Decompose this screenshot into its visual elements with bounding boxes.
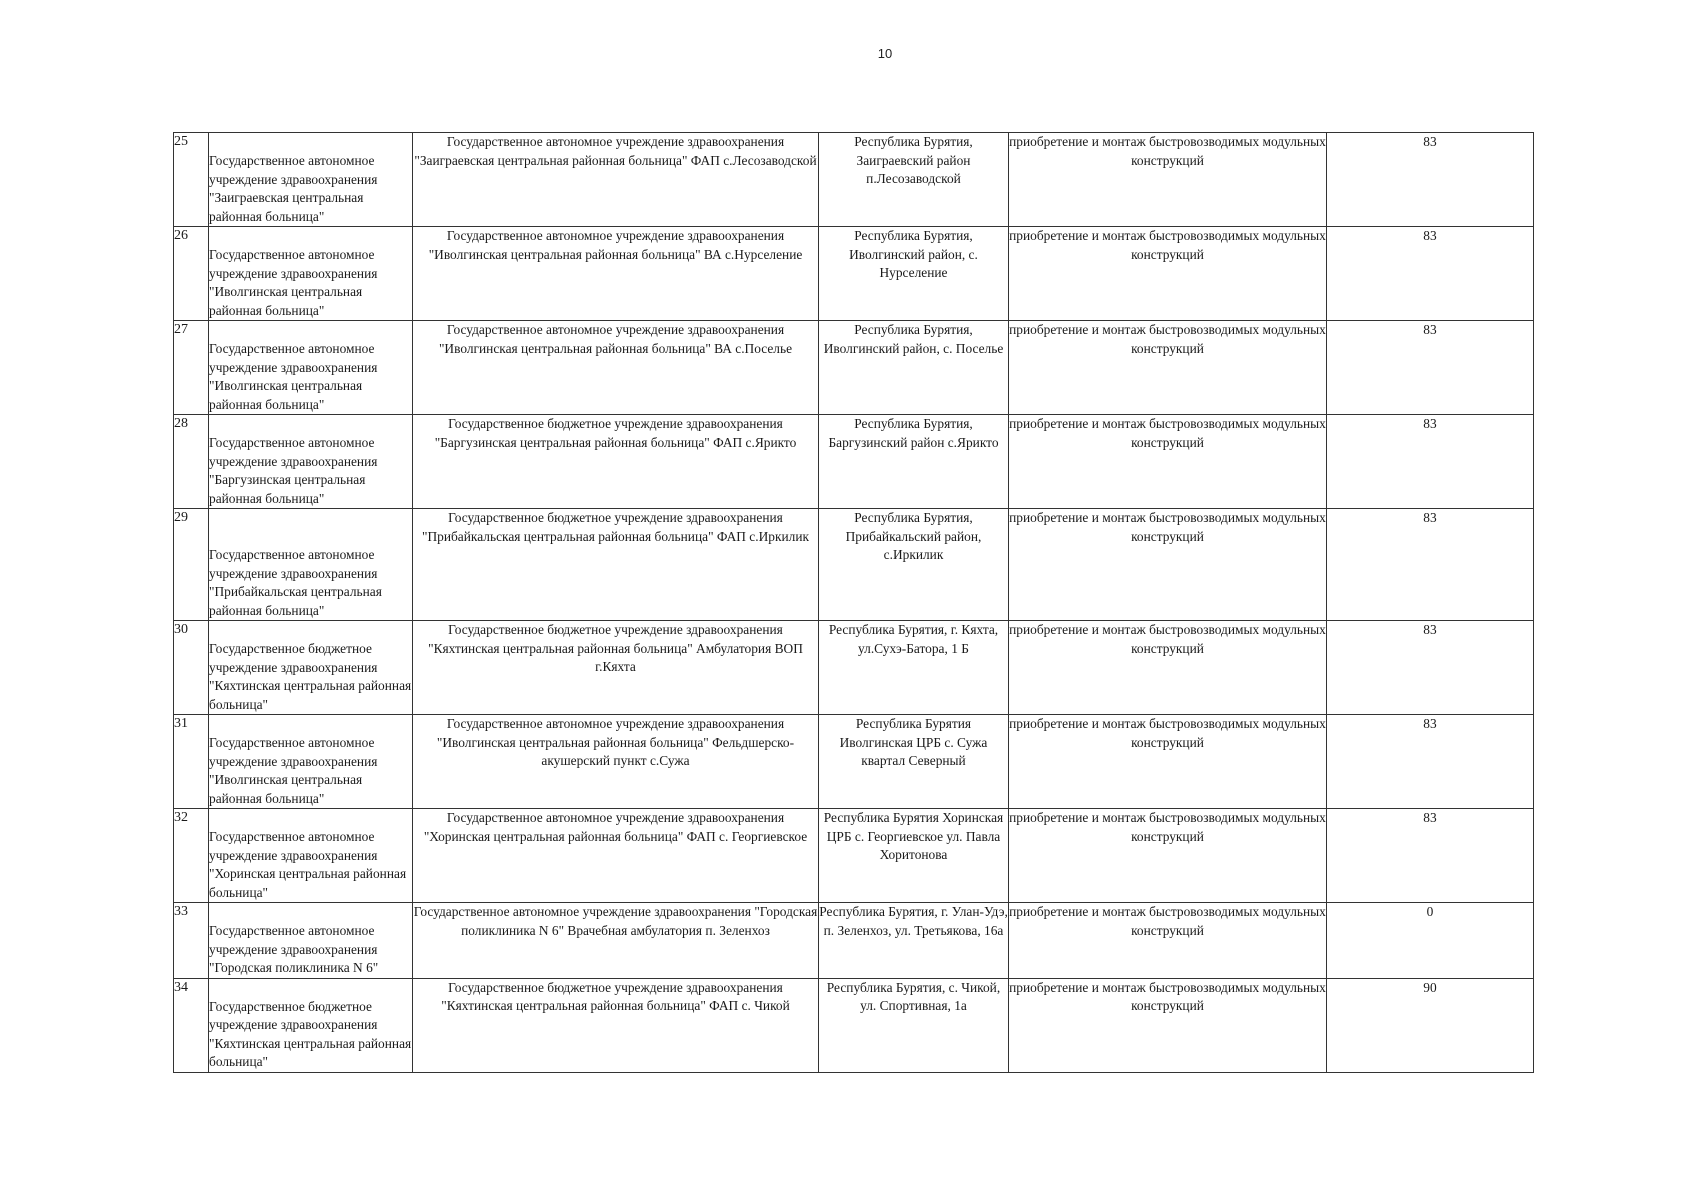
value-cell: 83 — [1327, 133, 1534, 227]
value-cell: 83 — [1327, 809, 1534, 903]
organization-cell — [209, 509, 413, 621]
work-type-cell: приобретение и монтаж быстровозводимых модульных конструкций — [1009, 715, 1327, 809]
organization-cell — [209, 903, 413, 979]
organization-cell — [209, 415, 413, 509]
organization-name: Государственное автономное учреждение здравоохранения "Иволгинская центральная районная больница" — [209, 247, 378, 318]
row-number: 26 — [174, 227, 209, 321]
row-number: 32 — [174, 809, 209, 903]
object-cell: Государственное автономное учреждение здравоохранения "Заиграевская центральная районная больница" ФАП с.Лесозаводской — [413, 133, 819, 227]
address-cell: Республика Бурятия, с. Чикой, ул. Спортивная, 1а — [819, 978, 1009, 1072]
organization-name: Государственное автономное учреждение здравоохранения "Баргузинская центральная районная больница" — [209, 435, 378, 506]
organization-cell — [209, 133, 413, 227]
row-number: 29 — [174, 509, 209, 621]
organization-name: Государственное автономное учреждение здравоохранения "Городская поликлиника N 6" — [209, 923, 379, 975]
value-cell: 0 — [1327, 903, 1534, 979]
table-row — [174, 903, 1534, 979]
row-number: 31 — [174, 715, 209, 809]
object-cell: Государственное автономное учреждение здравоохранения "Иволгинская центральная районная больница" ВА с.Поселье — [413, 321, 819, 415]
address-cell: Республика Бурятия, Прибайкальский район, с.Иркилик — [819, 509, 1009, 621]
address-cell: Республика Бурятия, г. Улан-Удэ, п. Зеленхоз, ул. Третьякова, 16а — [819, 903, 1009, 979]
organization-name: Государственное автономное учреждение здравоохранения "Иволгинская центральная районная больница" — [209, 735, 378, 806]
address-cell: Республика Бурятия, Заиграевский район п.Лесозаводской — [819, 133, 1009, 227]
row-number: 33 — [174, 903, 209, 979]
value-cell: 83 — [1327, 509, 1534, 621]
table-row — [174, 509, 1534, 621]
table-row — [174, 321, 1534, 415]
organization-name: Государственное автономное учреждение здравоохранения "Хоринская центральная районная больница" — [209, 829, 407, 900]
work-type-cell: приобретение и монтаж быстровозводимых модульных конструкций — [1009, 133, 1327, 227]
work-type-cell: приобретение и монтаж быстровозводимых модульных конструкций — [1009, 809, 1327, 903]
work-type-cell: приобретение и монтаж быстровозводимых модульных конструкций — [1009, 903, 1327, 979]
object-cell: Государственное бюджетное учреждение здравоохранения "Кяхтинская центральная районная больница" ФАП с. Чикой — [413, 978, 819, 1072]
row-number: 28 — [174, 415, 209, 509]
table-row — [174, 621, 1534, 715]
organization-cell — [209, 227, 413, 321]
organization-name: Государственное бюджетное учреждение здравоохранения "Кяхтинская центральная районная больница" — [209, 641, 412, 712]
row-number: 34 — [174, 978, 209, 1072]
row-number: 27 — [174, 321, 209, 415]
organization-cell — [209, 978, 413, 1072]
row-number: 25 — [174, 133, 209, 227]
organization-name: Государственное автономное учреждение здравоохранения "Прибайкальская центральная районная больница" — [209, 547, 382, 618]
work-type-cell: приобретение и монтаж быстровозводимых модульных конструкций — [1009, 227, 1327, 321]
row-number: 30 — [174, 621, 209, 715]
object-cell: Государственное бюджетное учреждение здравоохранения "Баргузинская центральная районная больница" ФАП с.Ярикто — [413, 415, 819, 509]
object-cell: Государственное автономное учреждение здравоохранения "Иволгинская центральная районная больница" ВА с.Нурселение — [413, 227, 819, 321]
organization-cell — [209, 321, 413, 415]
value-cell: 83 — [1327, 227, 1534, 321]
table-row — [174, 715, 1534, 809]
address-cell: Республика Бурятия, г. Кяхта, ул.Сухэ-Батора, 1 Б — [819, 621, 1009, 715]
work-type-cell: приобретение и монтаж быстровозводимых модульных конструкций — [1009, 978, 1327, 1072]
address-cell: Республика Бурятия Иволгинская ЦРБ с. Сужа квартал Северный — [819, 715, 1009, 809]
address-cell: Республика Бурятия, Баргузинский район с.Ярикто — [819, 415, 1009, 509]
table-row — [174, 978, 1534, 1072]
value-cell: 83 — [1327, 321, 1534, 415]
object-cell: Государственное бюджетное учреждение здравоохранения "Прибайкальская центральная районная больница" ФАП с.Иркилик — [413, 509, 819, 621]
organization-name: Государственное автономное учреждение здравоохранения "Заиграевская центральная районная больница" — [209, 153, 378, 224]
table-row — [174, 415, 1534, 509]
table-row — [174, 227, 1534, 321]
object-cell: Государственное автономное учреждение здравоохранения "Хоринская центральная районная больница" ФАП с. Георгиевское — [413, 809, 819, 903]
object-cell: Государственное бюджетное учреждение здравоохранения "Кяхтинская центральная районная больница" Амбулатория ВОП г.Кяхта — [413, 621, 819, 715]
address-cell: Республика Бурятия Хоринская ЦРБ с. Георгиевское ул. Павла Хоритонова — [819, 809, 1009, 903]
facilities-table — [173, 132, 1534, 1073]
work-type-cell: приобретение и монтаж быстровозводимых модульных конструкций — [1009, 415, 1327, 509]
organization-name: Государственное бюджетное учреждение здравоохранения "Кяхтинская центральная районная больница" — [209, 998, 412, 1069]
work-type-cell: приобретение и монтаж быстровозводимых модульных конструкций — [1009, 321, 1327, 415]
work-type-cell: приобретение и монтаж быстровозводимых модульных конструкций — [1009, 621, 1327, 715]
value-cell: 90 — [1327, 978, 1534, 1072]
organization-cell — [209, 621, 413, 715]
address-cell: Республика Бурятия, Иволгинский район, с. Поселье — [819, 321, 1009, 415]
object-cell: Государственное автономное учреждение здравоохранения "Иволгинская центральная районная больница" Фельдшерско-акушерский пункт с.Сужа — [413, 715, 819, 809]
table-row — [174, 809, 1534, 903]
object-cell: Государственное автономное учреждение здравоохранения "Городская поликлиника N 6" Врачебная амбулатория п. Зеленхоз — [413, 903, 819, 979]
organization-cell — [209, 715, 413, 809]
address-cell: Республика Бурятия, Иволгинский район, с. Нурселение — [819, 227, 1009, 321]
value-cell: 83 — [1327, 715, 1534, 809]
organization-name: Государственное автономное учреждение здравоохранения "Иволгинская центральная районная больница" — [209, 341, 378, 412]
table-row — [174, 133, 1534, 227]
value-cell: 83 — [1327, 415, 1534, 509]
work-type-cell: приобретение и монтаж быстровозводимых модульных конструкций — [1009, 509, 1327, 621]
page-number: 10 — [877, 46, 893, 61]
value-cell: 83 — [1327, 621, 1534, 715]
organization-cell — [209, 809, 413, 903]
